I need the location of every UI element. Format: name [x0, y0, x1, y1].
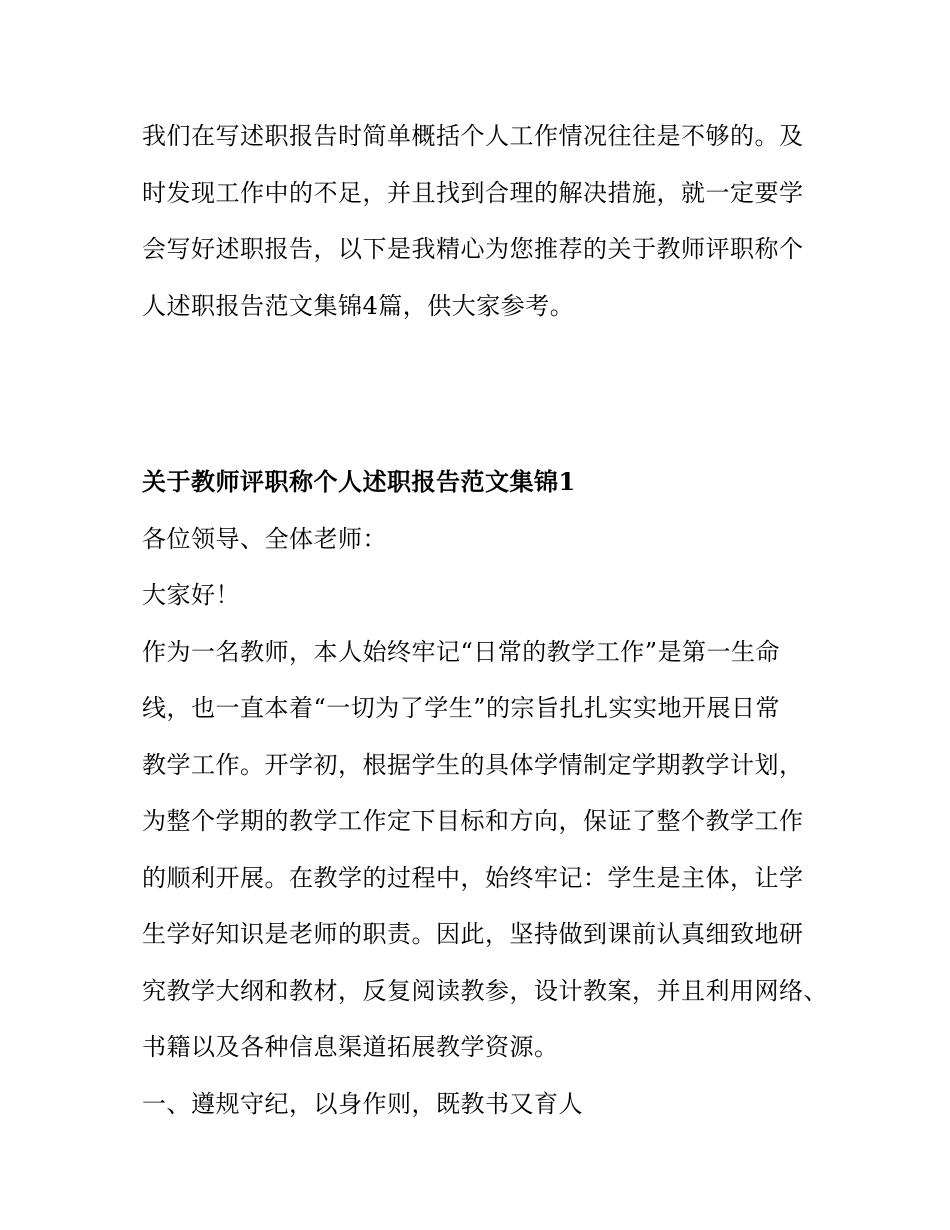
- paragraph-line-4: 为整个学期的教学工作定下目标和方向，保证了整个教学工作: [142, 807, 804, 835]
- document-content: [142, 108, 842, 1132]
- greeting: 大家好！: [142, 581, 240, 609]
- salutation: 各位领导、全体老师：: [142, 524, 387, 553]
- subheading: 一、遵规守纪，以身作则，既教书又育人: [142, 1089, 583, 1118]
- paragraph-line-5: 的顺利开展。在教学的过程中，始终牢记：学生是主体，让学: [142, 863, 804, 892]
- paragraph-line-1: 作为一名教师，本人始终牢记“日常的教学工作”是第一生命: [142, 637, 781, 666]
- paragraph-line-8: 书籍以及各种信息渠道拓展教学资源。: [142, 1033, 559, 1061]
- intro-line-3: 会写好述职报告，以下是我精心为您推荐的关于教师评职称个: [142, 235, 804, 263]
- paragraph-line-7: 究教学大纲和教材，反复阅读教参，设计教案，并且利用网络、: [142, 976, 828, 1005]
- paragraph-line-6: 生学好知识是老师的职责。因此，坚持做到课前认真细致地研: [142, 920, 804, 948]
- intro-line-2: 时发现工作中的不足，并且找到合理的解决措施，就一定要学: [142, 178, 804, 207]
- paragraph-line-2: 线，也一直本着“一切为了学生”的宗旨扎扎实实地开展日常: [142, 694, 781, 722]
- section-heading: 关于教师评职称个人述职报告范文集锦1: [142, 467, 576, 496]
- section-spacer: [142, 334, 842, 454]
- paragraph-line-3: 教学工作。开学初，根据学生的具体学情制定学期教学计划，: [142, 750, 804, 779]
- intro-line-1: 我们在写述职报告时简单概括个人工作情况往往是不够的。及: [142, 122, 804, 150]
- intro-line-4: 人述职报告范文集锦4篇，供大家参考。: [142, 291, 575, 320]
